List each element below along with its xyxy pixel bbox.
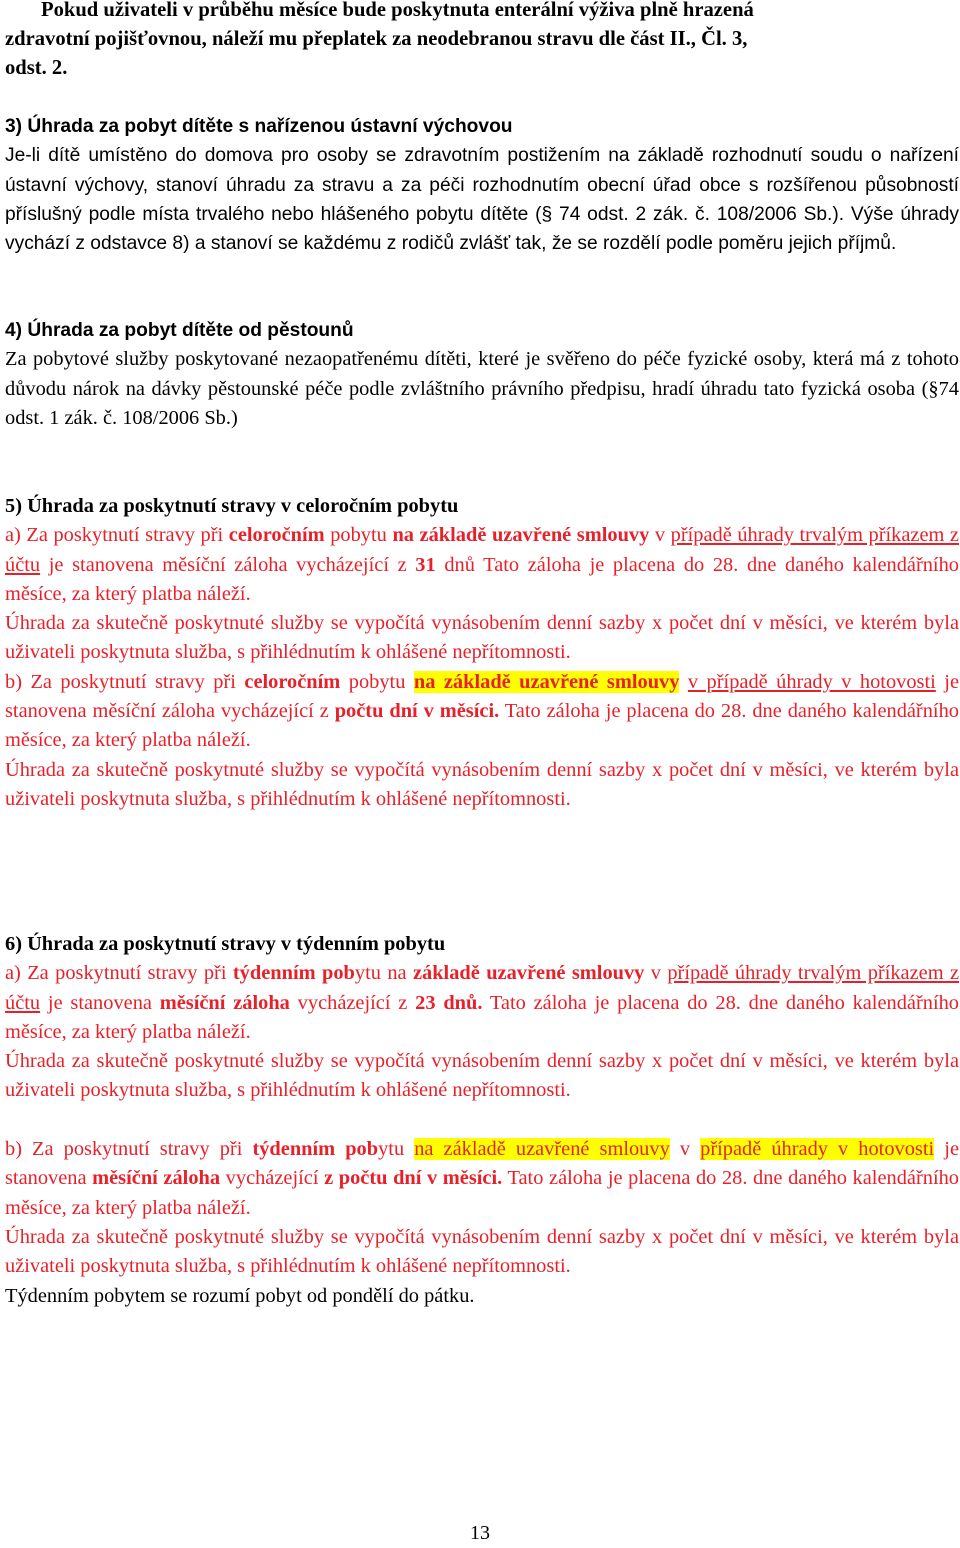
section-5-item-b-calculation: Úhrada za skutečně poskytnuté služby se vypočítá vynásobením denní sazby x počet dní v měsíci, ve kterém byla uživateli poskytnuta služba, s přihlédnutím k ohlášené nepřítomnosti. <box>5 758 959 810</box>
section-6-item-a-calculation: Úhrada za skutečně poskytnuté služby se vypočítá vynásobením denní sazby x počet dní v měsíci, ve kterém byla uživateli poskytnuta služba, s přihlédnutím k ohlášené nepřítomnosti. <box>5 1050 959 1102</box>
section-sign: § <box>541 203 553 225</box>
section-3-heading: 3) Úhrada za pobyt dítěte s nařízenou ústavní výchovou <box>5 116 513 137</box>
section-6-heading: 6) Úhrada za poskytnutí stravy v týdenním pobytu <box>5 933 446 955</box>
page-number: 13 <box>470 1522 490 1544</box>
section-6-item-b: b) Za poskytnutí stravy při týdenním pobytu na základě uzavřené smlouvy v případě úhrady v hotovosti je stanovena měsíční záloha vycházející z počtu dní v měsíci. Tato záloha je placena do 28. dne daného kalendářního měsíce, za který platba náleží. <box>5 1138 960 1219</box>
section-5-heading: 5) Úhrada za poskytnutí stravy v celoročním pobytu <box>5 495 459 517</box>
section-4-text: Za pobytové služby poskytované nezaopatřenému dítěti, které je svěřeno do péče fyzické osoby, která má z tohoto důvodu nárok na dávky pěstounské péče podle zvláštního právního předpisu, hradí úhradu tato fyzická osoba (§74 odst. 1 zák. č. 108/2006 Sb.) <box>5 348 959 429</box>
spacer <box>5 1106 959 1135</box>
intro-line-3: odst. 2. <box>5 57 68 80</box>
intro-paragraph <box>5 0 959 84</box>
section-3-text: Je-li dítě umístěno do domova pro osoby se zdravotním postižením na základě rozhodnutí soudu o nařízení ústavní výchovy, stanoví úhradu za stravu a za péči rozhodnutím obecní úřad obce s rozšířenou působností příslušný podle místa trvalého nebo hlášeného pobytu dítěte (§ 74 odst. 2 zák. č. 108/2006 Sb.). Výše úhrady vychází z odstavce 8) a stanoví se každému z rodičů zvlášť tak, že se rozdělí podle poměru jejich příjmů. <box>5 145 960 255</box>
section-6-item-a: a) Za poskytnutí stravy při týdenním pobytu na základě uzavřené smlouvy v případě úhrady trvalým příkazem z účtu je stanovena měsíční záloha vycházející z 23 dnů. Tato záloha je placena do 28. dne daného kalendářního měsíce, za který platba náleží. <box>5 962 960 1043</box>
section-6-item-b-calculation: Úhrada za skutečně poskytnuté služby se vypočítá vynásobením denní sazby x počet dní v měsíci, ve kterém byla uživateli poskytnuta služba, s přihlédnutím k ohlášené nepřítomnosti. <box>5 1225 959 1278</box>
section-sign: § <box>928 377 939 400</box>
section-6 <box>5 930 959 1311</box>
section-3 <box>5 112 959 258</box>
section-4 <box>5 316 959 433</box>
section-5 <box>5 492 959 814</box>
section-6-note: Týdenním pobytem se rozumí pobyt od pondělí do pátku. <box>5 1284 475 1307</box>
intro-line-1: Pokud uživateli v průběhu měsíce bude poskytnuta enterální výživa plně hrazená <box>41 0 754 21</box>
section-5-item-a-calculation: Úhrada za skutečně poskytnuté služby se vypočítá vynásobením denní sazby x počet dní v měsíci, ve kterém byla uživateli poskytnuta služba, s přihlédnutím k ohlášené nepřítomnosti. <box>5 612 959 664</box>
section-5-item-a: a) Za poskytnutí stravy při celoročním pobytu na základě uzavřené smlouvy v případě úhrady trvalým příkazem z účtu je stanovena měsíční záloha vycházející z 31 dnů Tato záloha je placena do 28. dne daného kalendářního měsíce, za který platba náleží. <box>5 524 959 605</box>
intro-line-2: zdravotní pojišťovnou, náleží mu přeplatek za neodebranou stravu dle část II., Čl. 3, <box>5 28 748 51</box>
section-4-heading: 4) Úhrada za pobyt dítěte od pěstounů <box>5 320 354 341</box>
section-5-item-b: b) Za poskytnutí stravy při celoročním pobytu na základě uzavřené smlouvy v případě úhrady v hotovosti je stanovena měsíční záloha vycházející z počtu dní v měsíci. Tato záloha je placena do 28. dne daného kalendářního měsíce, za který platba náleží. <box>5 670 959 752</box>
